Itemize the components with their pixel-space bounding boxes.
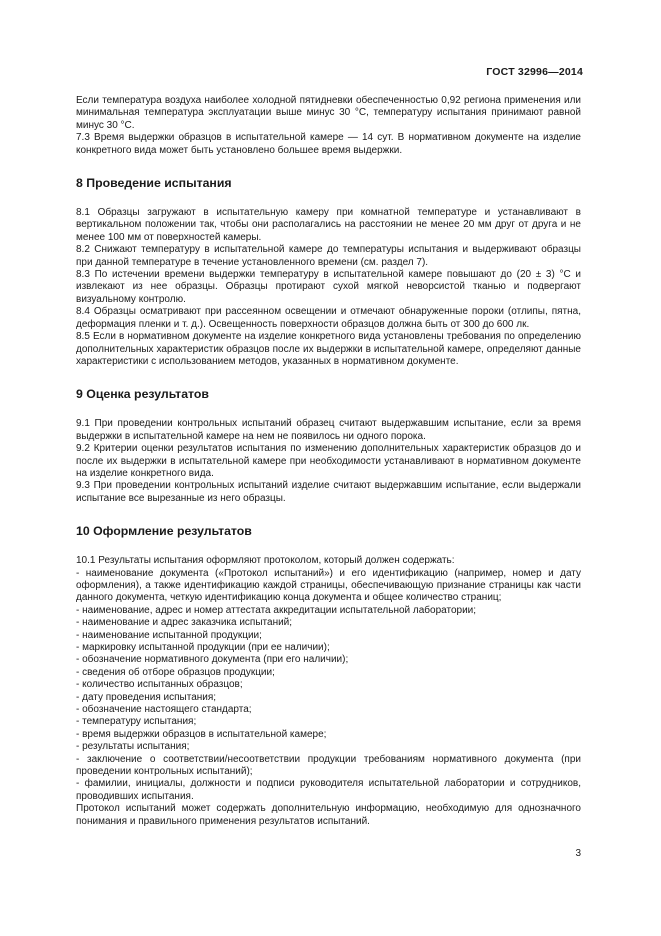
list-item: - наименование документа («Протокол испытаний») и его идентификацию (например, номер и дату оформления), а также идентификацию каждой страницы, обеспечивающую признание страницы как части данного документа, четкую идентификацию конца документа и общее количество страниц;	[76, 567, 581, 604]
section-9-paragraph-1: 9.1 При проведении контрольных испытаний образец считают выдержавшим испытание, если за время выдержки в испытательной камере на нем не появилось ни одного порока.	[76, 418, 581, 442]
list-item: - дату проведения испытания;	[76, 691, 217, 703]
list-item: - наименование, адрес и номер аттестата аккредитации испытательной лаборатории;	[76, 604, 477, 616]
section-10-paragraph-1: 10.1 Результаты испытания оформляют протоколом, который должен содержать:	[76, 555, 455, 567]
section-10-paragraph-2: Протокол испытаний может содержать дополнительную информацию, необходимую для однозначного понимания и правильного применения результатов испытаний.	[76, 803, 581, 827]
section-8-paragraph-5: 8.5 Если в нормативном документе на изделие конкретного вида установлены требования по определению дополнительных характеристик образцов после их выдержки в испытательной камере, определяют данные характеристики с использованием методов, указанных в нормативном документе.	[76, 331, 581, 367]
section-9-paragraph-3: 9.3 При проведении контрольных испытаний изделие считают выдержавшим испытание, если выдержали испытание все вырезанные из него образцы.	[76, 480, 581, 504]
protocol-contents-list	[76, 568, 581, 804]
section-9-title: 9 Оценка результатов	[76, 387, 209, 402]
section-8-paragraph-3: 8.3 По истечении времени выдержки температуру в испытательной камере повышают до (20 ± 3) °С и извлекают из нее образцы. Образцы протирают сухой мягкой неворсистой тканью и подвергают визуальному контролю.	[76, 269, 581, 305]
list-item: - время выдержки образцов в испытательной камере;	[76, 728, 327, 740]
intro-paragraph-2: 7.3 Время выдержки образцов в испытательной камере — 14 сут. В нормативном документе на изделие конкретного вида может быть установлено большее время выдержки.	[76, 132, 581, 156]
standard-code: ГОСТ 32996—2014	[486, 66, 583, 78]
section-9-paragraph-2: 9.2 Критерии оценки результатов испытания по изменению дополнительных характеристик образцов до и после их выдержки в испытательной камере при необходимости устанавливают в нормативном документе на изделие конкретного вида.	[76, 443, 581, 479]
section-8-title: 8 Проведение испытания	[76, 176, 232, 191]
list-item: - сведения об отборе образцов продукции;	[76, 666, 275, 678]
section-8-paragraph-1: 8.1 Образцы загружают в испытательную камеру при комнатной температуре и устанавливают в вертикальном положении так, чтобы они располагались на расстоянии не менее 20 мм друг от друга и не менее 100 мм от поверхностей камеры.	[76, 207, 581, 243]
section-8-paragraph-4: 8.4 Образцы осматривают при рассеянном освещении и отмечают обнаруженные пороки (отлипы, пятна, деформация пленки и т. д.). Освещенность поверхности образцов должна быть от 300 до 600 лк.	[76, 306, 581, 330]
list-item: - обозначение настоящего стандарта;	[76, 704, 252, 716]
list-item: - фамилии, инициалы, должности и подписи руководителя испытательной лаборатории и сотрудников, проводивших испытания.	[76, 778, 581, 802]
intro-paragraph-1: Если температура воздуха наиболее холодной пятидневки обеспеченностью 0,92 региона применения или минимальная температура эксплуатации выше минус 30 °С, температуру испытания принимают равной минус 30 °С.	[76, 95, 581, 131]
list-item: - наименование испытанной продукции;	[76, 629, 262, 641]
list-item: - маркировку испытанной продукции (при ее наличии);	[76, 642, 330, 653]
list-item: - результаты испытания;	[76, 741, 190, 753]
list-item: - наименование и адрес заказчика испытаний;	[76, 617, 293, 629]
list-item: - обозначение нормативного документа (при его наличии);	[76, 654, 349, 666]
section-10-title: 10 Оформление результатов	[76, 524, 252, 539]
list-item: - заключение о соответствии/несоответствии продукции требованиям нормативного документа (при проведении контрольных испытаний);	[76, 753, 581, 778]
list-item: - количество испытанных образцов;	[76, 679, 243, 691]
list-item: - температуру испытания;	[76, 716, 197, 728]
page-number: 3	[575, 848, 581, 859]
page-content	[76, 95, 581, 828]
section-8-paragraph-2: 8.2 Снижают температуру в испытательной камере до температуры испытания и выдерживают образцы при данной температуре в течение установленного времени (см. раздел 7).	[76, 244, 581, 268]
